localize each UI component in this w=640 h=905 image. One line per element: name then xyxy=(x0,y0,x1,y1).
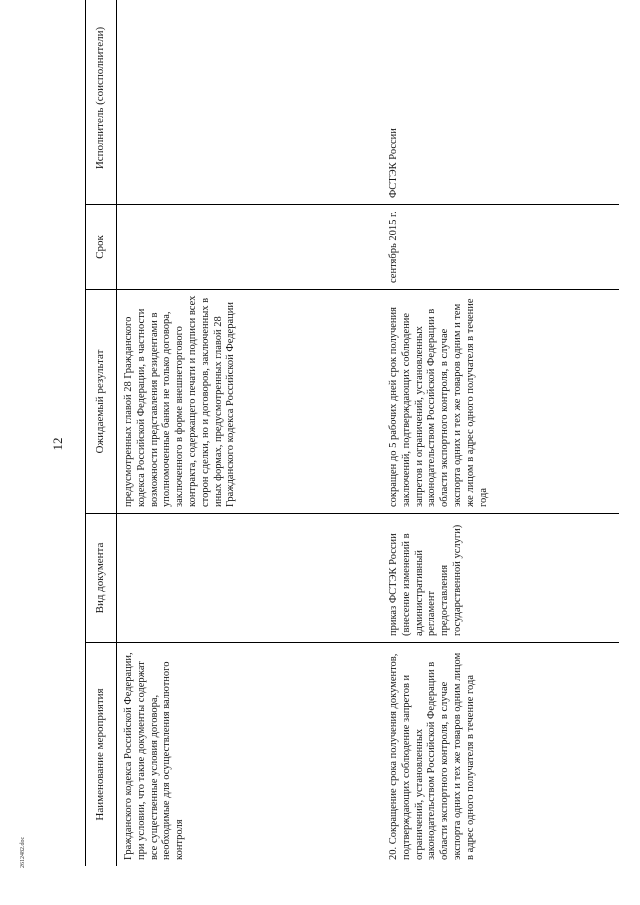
measures-table-container xyxy=(85,26,610,866)
header-result: Ожидаемый результат xyxy=(86,290,117,514)
table-header-row xyxy=(86,0,117,866)
footer-document-code: 2612482.doc xyxy=(20,836,26,868)
cell-deadline: сентябрь 2015 г. xyxy=(374,205,619,290)
measures-table xyxy=(85,0,619,866)
page-number: 12 xyxy=(50,437,65,451)
cell-doc-type: приказ ФСТЭК России (внесение изменений в административный регламент предоставления государственной услуги) xyxy=(374,514,619,643)
table-row xyxy=(374,0,619,866)
header-doc-type: Вид документа xyxy=(86,514,117,643)
header-executor: Исполнитель (соисполнители) xyxy=(86,0,117,205)
cell-result: сокращен до 5 рабочих дней срок получения заключений, подтверждающих соблюдение запретов и ограничений, установленных законодательством Российской Федерации в области экспортного контроля, в случае экспорта одних и тех же товаров одним и тем же лицом в адрес одного получателя в течение года xyxy=(374,290,619,514)
cell-executor: ФСТЭК России xyxy=(374,0,619,205)
cell-executor xyxy=(117,0,375,205)
cell-name: 20. Сокращение срока получения документов, подтверждающих соблюдение запретов и ограничений, установленных законодательством Российской Федерации в области экспортного контроля, в случае экспорта одних и тех же товаров одним лицом в адрес одного получателя в течение года xyxy=(388,652,476,860)
header-deadline: Срок xyxy=(86,205,117,290)
cell-result: предусмотренных главой 28 Гражданского кодекса Российской Федерации, в частности возможности представления резидентами в уполномоченные банки не только договора, заключенного в форме внешнеторгового контракта, содержащего печати и подписи всех сторон сделки, но и договоров, заключенных в иных формах, предусмотренных главой 28 Гражданского кодекса Российской Федерации xyxy=(117,290,375,514)
table-row xyxy=(117,0,375,866)
cell-name: Гражданского кодекса Российской Федерации, при условии, что такие документы содержат все существенные условия договора, необходимые для осуществления валютного контроля xyxy=(123,652,186,860)
cell-deadline xyxy=(117,205,375,290)
cell-doc-type xyxy=(117,514,375,643)
header-name: Наименование мероприятия xyxy=(86,643,117,867)
